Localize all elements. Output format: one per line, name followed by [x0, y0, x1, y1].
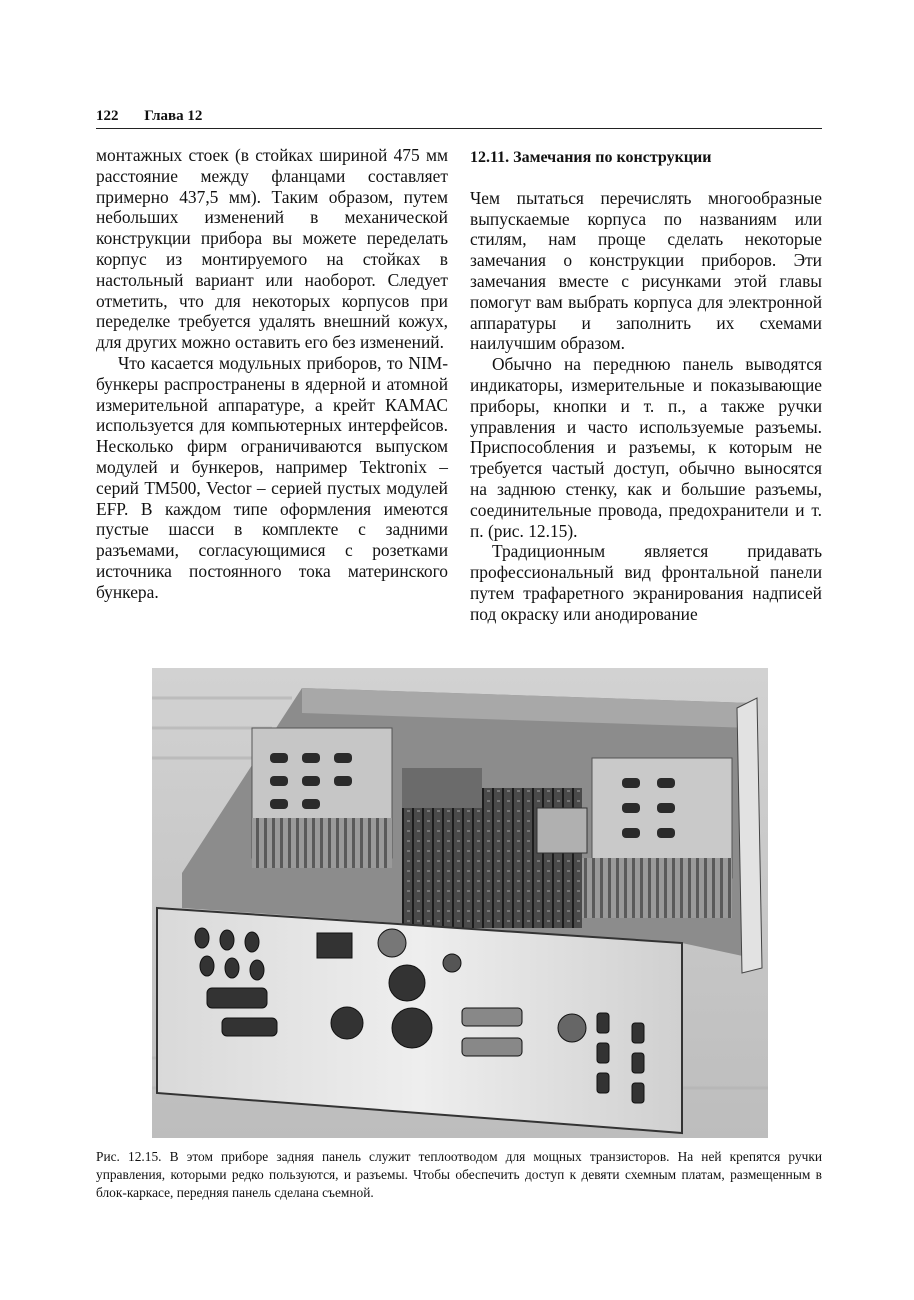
- section-title: 12.11. Замечания по конструкции: [470, 149, 712, 166]
- figure-caption: Рис. 12.15. В этом приборе задняя панель служит теплоотводом для мощных транзисторов. На ней крепятся ручки управления, которыми редко пользуются, и разъемы. Чтобы обеспечить доступ к девяти схемным платам, размещенным в блок-каркасе, передняя панель сделана съемной.: [96, 1149, 822, 1200]
- paragraph: монтажных стоек (в стойках шириной 475 мм расстояние между фланцами составляет примерно 437,5 мм). Таким образом, путем небольших изменений в механической конструкции прибора вы можете переделать корпус из монтируемого на стойках в настольный вариант или наоборот. Следует отметить, что для некоторых корпусов при переделке требуется удалять внешний кожух, для других можно оставить его без изменений.: [96, 145, 448, 353]
- page-number: 122: [96, 108, 119, 124]
- chapter-title: Глава 12: [144, 108, 203, 124]
- paragraph: Обычно на переднюю панель выводятся индикаторы, измерительные и показывающие приборы, кнопки и т. п., а также ручки управления и часто используемые разъемы. Приспособления и разъемы, к которым не требуется частый доступ, обычно выносятся на заднюю стенку, как и большие разъемы, соединительные провода, предохранители и т. п. (рис. 12.15).: [470, 354, 822, 541]
- figure-photo: [152, 668, 768, 1138]
- instrument-photo: [152, 668, 768, 1138]
- right-column: [470, 145, 822, 625]
- paragraph: Чем пытаться перечислять многообразные выпускаемые корпуса по названиям или стилям, нам проще сделать некоторые замечания о конструкции приборов. Эти замечания вместе с рисунками этой главы помогут вам выбрать корпуса для электронной аппаратуры и заполнить их схемами наилучшим образом.: [470, 187, 822, 354]
- running-header: [96, 108, 822, 129]
- paragraph: Традиционным является придавать профессиональный вид фронтальной панели путем трафаретного экранирования надписей под окраску или анодирование: [470, 541, 822, 624]
- left-column: [96, 145, 448, 603]
- paragraph: Что касается модульных приборов, то NIM-бункеры распространены в ядерной и атомной измерительной аппаратуре, а крейт КАМАС используется для компьютерных интерфейсов. Несколько фирм ограничиваются выпуском модулей и бункеров, например Tektronix – серий ТМ500, Vector – серией пустых модулей EFP. В каждом типе оформления имеются пустые шасси в комплекте с задними разъемами, согласующимися с розетками источника постоянного тока материнского бункера.: [96, 352, 448, 602]
